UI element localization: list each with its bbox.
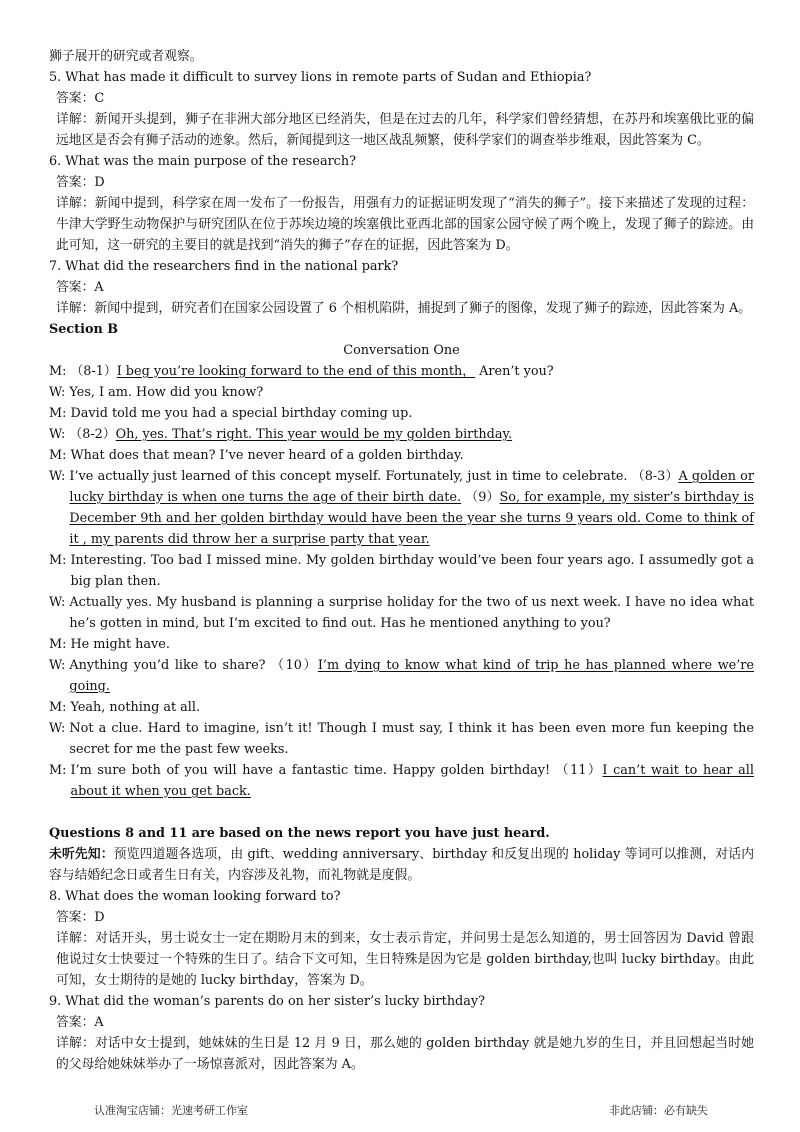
dialog-line — [49, 760, 754, 802]
speaker-label: W: — [49, 658, 70, 673]
speaker-label: M: — [49, 637, 71, 652]
utterance-text: He might have. — [70, 637, 170, 652]
utterance-text: What does that mean? I’ve never heard of a golden birthday. — [70, 448, 464, 463]
detail-5: 详解：新闻开头提到，狮子在非洲大部分地区已经消失，但是在过去的几年，科学家们曾经猜想，在苏丹和埃塞俄比亚的偏远地区是否会有狮子活动的迹象。然后，新闻提到这一地区战乱频繁，使科学家们的调查举步维艰，因此答案为 C。 — [56, 112, 754, 148]
dialog-line — [49, 592, 754, 634]
answer-6: 答案：D — [56, 175, 105, 190]
utterance-text: Yes, I am. How did you know? — [69, 385, 264, 400]
underlined-text: So, for example, my sister’s birthday is December 9th and her golden birthday would have been the year she turns 9 years old. Come to think of it , my parents did throw her a surprise party that year. — [69, 490, 754, 547]
speaker-label: W: — [49, 469, 70, 484]
speaker-label: M: — [49, 364, 71, 379]
speaker-label: M: — [49, 406, 71, 421]
document-page — [49, 46, 754, 1075]
speaker-label: M: — [49, 700, 71, 715]
utterance-text: Actually yes. My husband is planning a surprise holiday for the two of us next week. I have no idea what he’s gotten in mind, but I’m excited to find out. Has he mentioned anything to you? — [69, 595, 754, 631]
answer-9: 答案：A — [56, 1015, 104, 1030]
utterance-text: Interesting. Too bad I missed mine. My golden birthday would’ve been four years ago. I assumedly got a big plan then. — [70, 553, 754, 589]
underlined-text: Oh, yes. That’s right. This year would be my golden birthday. — [115, 427, 513, 442]
question-7: 7. What did the researchers find in the national park? — [49, 259, 399, 274]
answer-7: 答案：A — [56, 280, 104, 295]
dialog-line — [49, 403, 754, 424]
section-heading: Section B — [49, 322, 119, 337]
question-8: 8. What does the woman looking forward to? — [49, 889, 341, 904]
dialog-line — [49, 445, 754, 466]
detail-9: 详解：对话中女士提到，她妹妹的生日是 12 月 9 日，那么她的 golden birthday 就是她九岁的生日，并且回想起当时她的父母给她妹妹举办了一场惊喜派对，因此答案为 A。 — [56, 1036, 754, 1072]
question-5: 5. What has made it difficult to survey lions in remote parts of Sudan and Ethiopia? — [49, 70, 592, 85]
dialog-line — [49, 655, 754, 697]
utterance-text: David told me you had a special birthday coming up. — [70, 406, 413, 421]
underlined-text: I’m dying to know what kind of trip he has planned where we’re going. — [69, 658, 754, 694]
dialog-line — [49, 550, 754, 592]
footer-right: 非此店铺：必有缺失 — [609, 1104, 708, 1117]
speaker-label: M: — [49, 763, 71, 778]
dialog-line — [49, 466, 754, 550]
speaker-label: W: — [49, 721, 70, 736]
answer-5: 答案：C — [56, 91, 105, 106]
speaker-label: W: — [49, 427, 70, 442]
marker: （8-1） — [70, 364, 117, 379]
footer-left: 认准淘宝店铺：光速考研工作室 — [94, 1104, 248, 1117]
dialog-line — [49, 424, 754, 445]
detail-8: 详解：对话开头，男士说女士一定在期盼月末的到来，女士表示肯定，并问男士是怎么知道的，男士回答因为 David 曾跟他说过女士快要过一个特殊的生日了。结合下文可知，生日特殊是因为它是 golden birthday,也叫 lucky birthday。由此可知，女士期待的是她的 lucky birthday，答案为 D。 — [56, 931, 754, 988]
speaker-label: M: — [49, 448, 71, 463]
spacer — [49, 802, 754, 823]
marker: （8-2） — [69, 427, 116, 442]
utterance-text: Anything you’d like to share? （10） — [69, 658, 318, 673]
answer-8: 答案：D — [56, 910, 105, 925]
underlined-text: I can’t wait to hear all about it when you get back. — [70, 763, 754, 799]
detail-7: 详解：新闻中提到，研究者们在国家公园设置了 6 个相机陷阱，捕捉到了狮子的图像，发现了狮子的踪迹，因此答案为 A。 — [56, 301, 752, 316]
utterance-text: I’ve actually just learned of this concept myself. Fortunately, just in time to celebrate. （8-3） — [69, 469, 679, 484]
preview-paragraph — [49, 844, 754, 886]
question-9: 9. What did the woman’s parents do on her sister’s lucky birthday? — [49, 994, 485, 1009]
dialog-line — [49, 382, 754, 403]
utterance-text: I’m sure both of you will have a fantastic time. Happy golden birthday! （11） — [70, 763, 603, 778]
utterance-text: Yeah, nothing at all. — [70, 700, 201, 715]
speaker-label: W: — [49, 385, 70, 400]
utterance-text: Not a clue. Hard to imagine, isn’t it! Though I must say, I think it has been even more fun keeping the secret for me the past few weeks. — [69, 721, 754, 757]
dialog-line — [49, 718, 754, 760]
dialog-line — [49, 361, 754, 382]
underlined-text: A golden or lucky birthday is when one turns the age of their birth date. — [69, 469, 754, 505]
detail-6: 详解：新闻中提到，科学家在周一发布了一份报告，用强有力的证据证明发现了“消失的狮子”。接下来描述了发现的过程：牛津大学野生动物保护与研究团队在位于苏埃边境的埃塞俄比亚西北部的国家公园守候了两个晚上，发现了狮子的踪迹。由此可知，这一研究的主要目的就是找到“消失的狮子”存在的证据，因此答案为 D。 — [56, 196, 754, 253]
questions-heading: Questions 8 and 11 are based on the news report you have just heard. — [49, 826, 550, 841]
speaker-label: W: — [49, 595, 70, 610]
q4-detail-tail: 狮子展开的研究或者观察。 — [49, 49, 203, 64]
dialog-line — [49, 697, 754, 718]
preview-label: 未听先知： — [49, 847, 114, 862]
dialog-line — [49, 634, 754, 655]
underlined-text: I beg you’re looking forward to the end of this month， — [116, 364, 476, 379]
speaker-label: M: — [49, 553, 71, 568]
preview-text: 预览四道题各选项，由 gift、wedding anniversary、birthday 和反复出现的 holiday 等词可以推测，对话内容与结婚纪念日或者生日有关，内容涉及礼物，而礼物就是度假。 — [49, 847, 754, 883]
utterance-text: Aren’t you? — [475, 364, 554, 379]
conversation-title: Conversation One — [343, 343, 460, 358]
question-6: 6. What was the main purpose of the research? — [49, 154, 356, 169]
marker: （9） — [461, 490, 500, 505]
